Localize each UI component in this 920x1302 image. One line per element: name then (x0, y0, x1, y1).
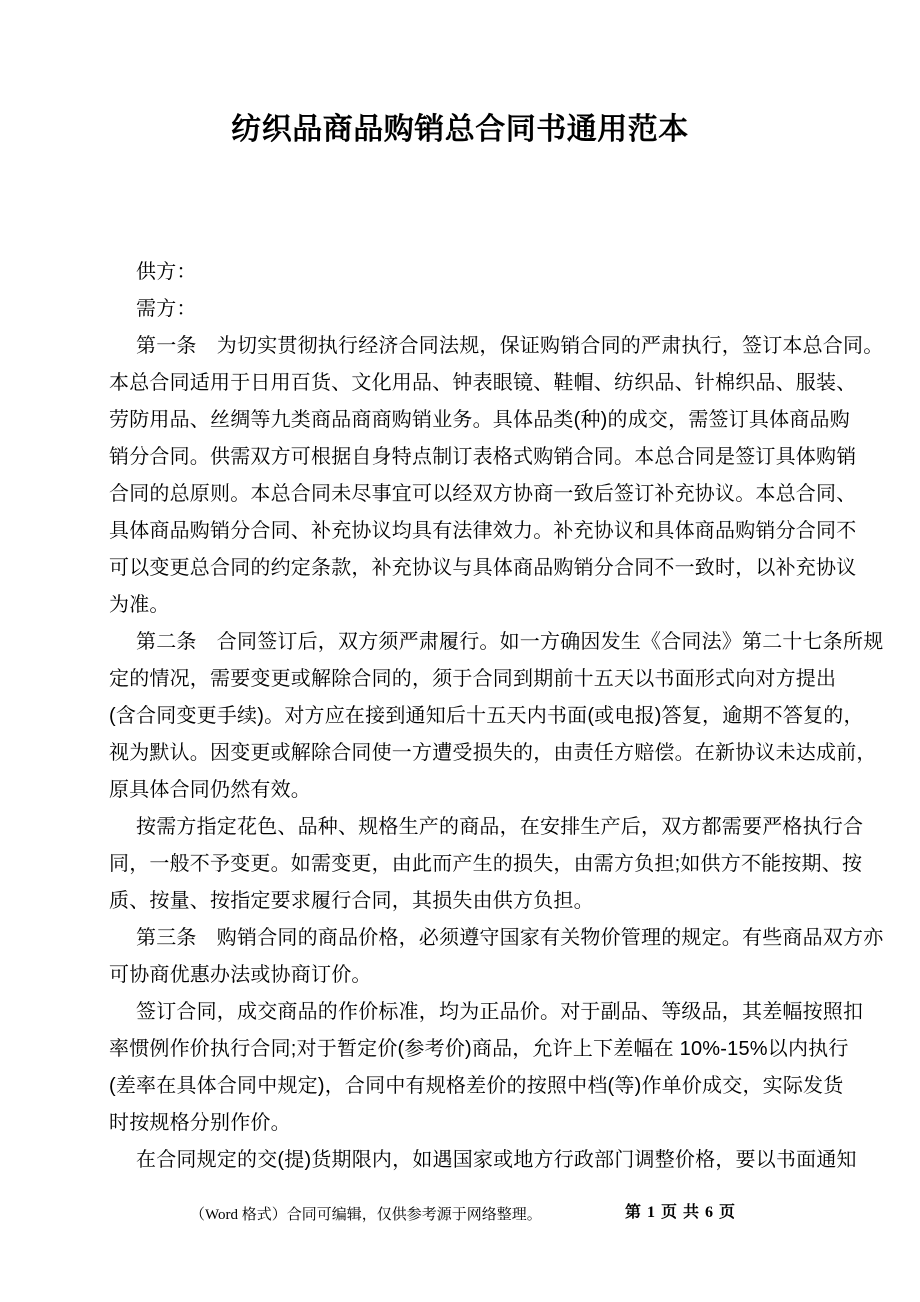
document-line: 可协商优惠办法或协商订价。 (109, 964, 372, 986)
document-line: (差率在具体合同中规定)，合同中有规格差价的按照中档(等)作单价成交，实际发货 (109, 1075, 844, 1097)
document-line: 供方： (136, 261, 197, 283)
document-line: 定的情况，需要变更或解除合同的，须于合同到期前十五天以书面形式向对方提出 (109, 668, 837, 690)
document-line: 视为默认。因变更或解除合同使一方遭受损失的，由责任方赔偿。在新协议未达成前， (109, 742, 877, 764)
document-line: 在合同规定的交(提)货期限内，如遇国家或地方行政部门调整价格，要以书面通知 (136, 1149, 857, 1171)
document-line: 第一条 为切实贯彻执行经济合同法规，保证购销合同的严肃执行，签订本总合同。 (136, 335, 884, 357)
document-line: 具体商品购销分合同、补充协议均具有法律效力。补充协议和具体商品购销分合同不 (109, 520, 857, 542)
document-line: 第三条 购销合同的商品价格，必须遵守国家有关物价管理的规定。有些商品双方亦 (136, 927, 884, 949)
document-line: 劳防用品、丝绸等九类商品商商购销业务。具体品类(种)的成交，需签订具体商品购 (109, 409, 850, 431)
document-body (109, 254, 884, 1179)
document-line: 合同的总原则。本总合同未尽事宜可以经双方协商一致后签订补充协议。本总合同、 (109, 483, 857, 505)
document-line: 率惯例作价执行合同;对于暂定价(参考价)商品，允许上下差幅在 10%-15%以内执行 (109, 1038, 849, 1060)
document-line: 可以变更总合同的约定条款，补充协议与具体商品购销分合同不一致时，以补充协议 (109, 557, 857, 579)
footer-note: （Word 格式）合同可编辑，仅供参考源于网络整理。 (190, 1207, 542, 1223)
document-line: 销分合同。供需双方可根据自身特点制订表格式购销合同。本总合同是签订具体购销 (109, 446, 857, 468)
document-line: 签订合同，成交商品的作价标准，均为正品价。对于副品、等级品，其差幅按照扣 (136, 1001, 864, 1023)
document-line: 为准。 (109, 594, 170, 616)
document-line: 时按规格分别作价。 (109, 1112, 291, 1134)
page-number: 第 1 页 共 6 页 (625, 1204, 737, 1221)
document-line: 原具体合同仍然有效。 (109, 779, 311, 801)
document-line: 同，一般不予变更。如需变更，由此而产生的损失，由需方负担;如供方不能按期、按 (109, 853, 863, 875)
document-line: (含合同变更手续)。对方应在接到通知后十五天内书面(或电报)答复，逾期不答复的， (109, 705, 864, 727)
document-line: 本总合同适用于日用百货、文化用品、钟表眼镜、鞋帽、纺织品、针棉织品、服装、 (109, 372, 857, 394)
document-line: 质、按量、按指定要求履行合同，其损失由供方负担。 (109, 890, 594, 912)
document-title: 纺织品商品购销总合同书通用范本 (231, 113, 689, 146)
document-line: 需方： (136, 298, 197, 320)
document-line: 按需方指定花色、品种、规格生产的商品，在安排生产后，双方都需要严格执行合 (136, 816, 864, 838)
document-line: 第二条 合同签订后，双方须严肃履行。如一方确因发生《合同法》第二十七条所规 (136, 631, 884, 653)
